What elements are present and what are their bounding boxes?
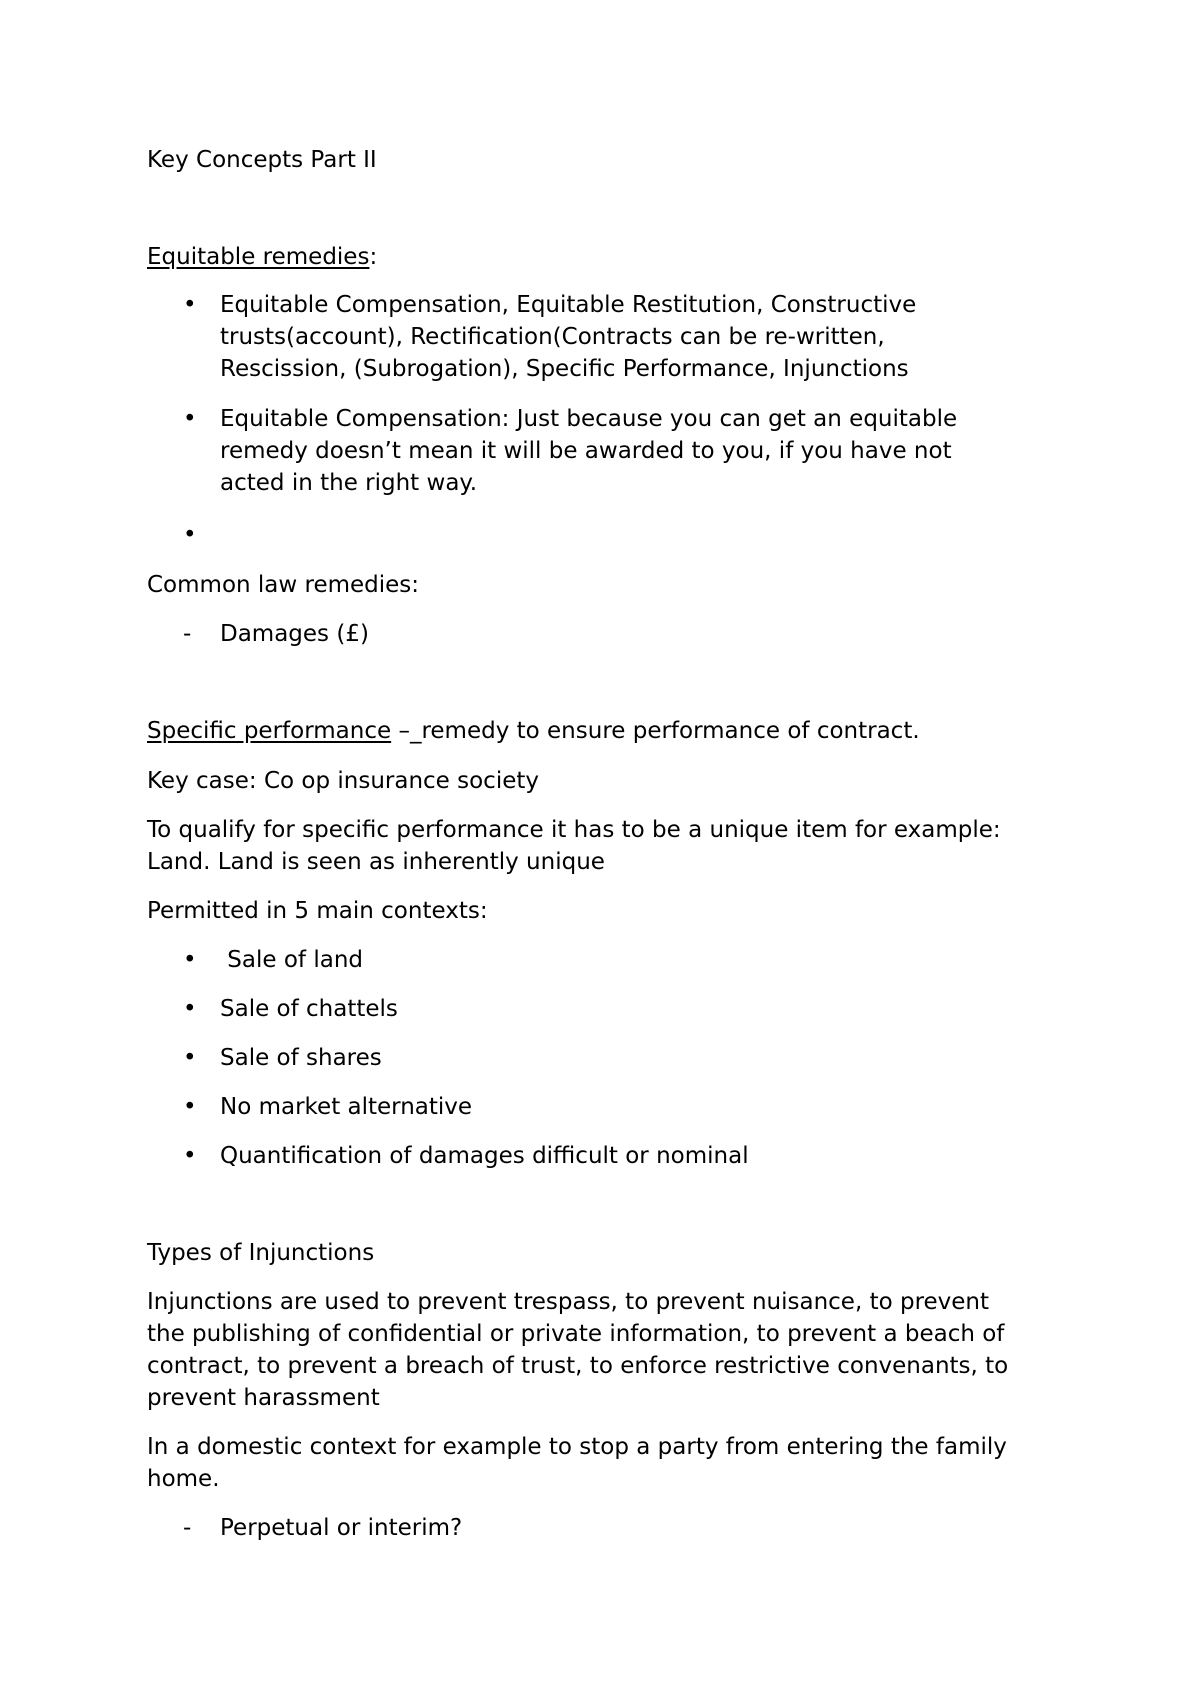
- bullet-marker: •: [183, 1143, 197, 1169]
- specific-performance-heading-text: Specific performance: [147, 718, 392, 744]
- qualify-line-2: Land. Land is seen as inherently unique: [147, 849, 605, 875]
- context-sale-of-chattels: Sale of chattels: [220, 996, 398, 1022]
- bullet-marker: •: [183, 292, 197, 318]
- context-sale-of-land: Sale of land: [220, 947, 363, 973]
- injunctions-para-1-line-4: prevent harassment: [147, 1385, 380, 1411]
- injunctions-para-1-line-3: contract, to prevent a breach of trust, to enforce restrictive convenants, to: [147, 1353, 1009, 1379]
- qualify-line-1: To qualify for specific performance it has to be a unique item for example:: [147, 817, 1001, 843]
- context-sale-of-shares: Sale of shares: [220, 1045, 382, 1071]
- document-title: Key Concepts Part II: [147, 147, 377, 173]
- context-no-market-alternative: No market alternative: [220, 1094, 473, 1120]
- equitable-remedies-heading-text: Equitable remedies: [147, 244, 370, 270]
- bullet-marker: •: [183, 947, 197, 973]
- equitable-remedies-heading-suffix: :: [369, 244, 378, 270]
- bullet-marker: •: [183, 406, 197, 432]
- injunctions-para-1-line-2: the publishing of confidential or private information, to prevent a beach of: [147, 1321, 1005, 1347]
- equitable-remedies-heading: [147, 241, 377, 273]
- injunctions-para-2-line-1: In a domestic context for example to stop a party from entering the family: [147, 1434, 1007, 1460]
- context-quantification-of-damages: Quantification of damages difficult or nominal: [220, 1143, 749, 1169]
- injunctions-heading: Types of Injunctions: [147, 1240, 375, 1266]
- injunctions-para-2-line-2: home.: [147, 1466, 220, 1492]
- dash-marker: -: [183, 621, 192, 647]
- equitable-bullet-1-line-1: Equitable Compensation, Equitable Restitution, Constructive: [220, 292, 917, 318]
- specific-performance-definition: –_remedy to ensure performance of contract.: [391, 718, 920, 744]
- key-case: Key case: Co op insurance society: [147, 768, 539, 794]
- equitable-bullet-2-line-2: remedy doesn’t mean it will be awarded to you, if you have not: [220, 438, 952, 464]
- common-law-item-damages: Damages (£): [220, 621, 369, 647]
- contexts-intro: Permitted in 5 main contexts:: [147, 898, 488, 924]
- equitable-bullet-1-line-2: trusts(account), Rectification(Contracts can be re-written,: [220, 324, 885, 350]
- specific-performance-heading: [147, 715, 920, 747]
- bullet-marker: •: [183, 1045, 197, 1071]
- injunction-item-perpetual-or-interim: Perpetual or interim?: [220, 1515, 463, 1541]
- bullet-marker: •: [183, 996, 197, 1022]
- bullet-marker: •: [183, 1094, 197, 1120]
- injunctions-para-1-line-1: Injunctions are used to prevent trespass, to prevent nuisance, to prevent: [147, 1289, 990, 1315]
- common-law-heading: Common law remedies:: [147, 572, 420, 598]
- equitable-bullet-1-line-3: Rescission, (Subrogation), Specific Performance, Injunctions: [220, 356, 909, 382]
- equitable-bullet-2-line-1: Equitable Compensation: Just because you can get an equitable: [220, 406, 958, 432]
- dash-marker: -: [183, 1515, 192, 1541]
- equitable-bullet-2-line-3: acted in the right way.: [220, 470, 478, 496]
- empty-bullet-marker: •: [183, 522, 197, 548]
